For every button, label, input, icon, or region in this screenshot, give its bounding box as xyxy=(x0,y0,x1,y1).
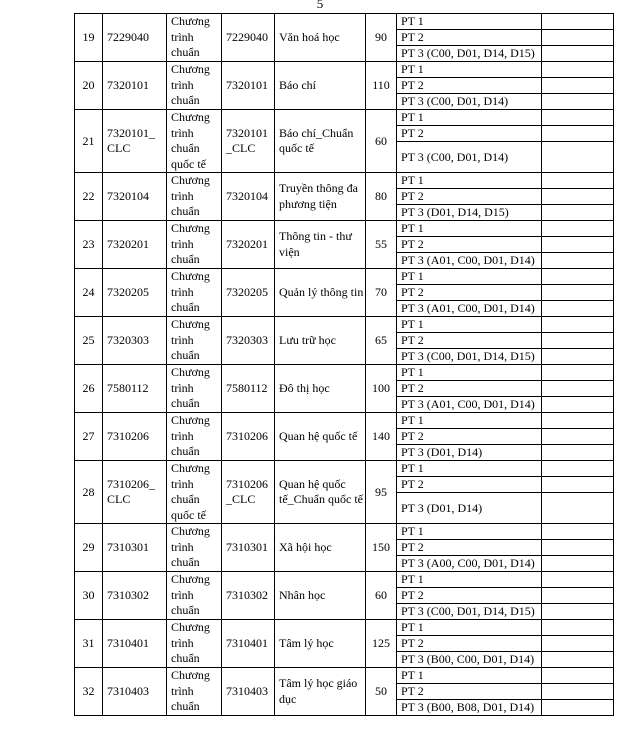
admission-code-line: 7310301 xyxy=(107,539,149,554)
notes-cell xyxy=(542,301,614,317)
admission-method: PT 1 xyxy=(397,221,542,237)
program-type-line: Chương xyxy=(171,524,210,539)
program-type-line: trình xyxy=(171,188,194,203)
program-type xyxy=(167,62,222,110)
table-row xyxy=(75,461,614,477)
notes-cell xyxy=(542,333,614,349)
major-code xyxy=(222,269,275,317)
program-type-line: chuẩn xyxy=(171,252,200,267)
admission-code xyxy=(103,365,167,413)
major-code-line: 7320104 xyxy=(226,188,268,203)
major-name-line: Truyền thông đa xyxy=(279,181,358,195)
program-type-line: trình xyxy=(171,635,194,650)
notes-cell xyxy=(542,652,614,668)
quota: 140 xyxy=(366,413,397,461)
major-name xyxy=(275,269,366,317)
admission-method: PT 2 xyxy=(397,30,542,46)
quota: 70 xyxy=(366,269,397,317)
program-type xyxy=(167,221,222,269)
row-number: 32 xyxy=(75,668,103,716)
admission-code xyxy=(103,269,167,317)
admission-code-line: 7320201 xyxy=(107,236,149,251)
admission-method: PT 3 (D01, D14) xyxy=(397,493,542,524)
program-type-line: chuẩn xyxy=(171,492,200,506)
major-code xyxy=(222,173,275,221)
admission-code xyxy=(103,110,167,173)
notes-cell xyxy=(542,365,614,381)
notes-cell xyxy=(542,668,614,684)
program-type-line: chuẩn xyxy=(171,204,200,219)
row-number: 24 xyxy=(75,269,103,317)
notes-cell xyxy=(542,46,614,62)
major-code-line: 7580112 xyxy=(226,380,268,395)
row-number: 26 xyxy=(75,365,103,413)
admission-code-line: 7320101 xyxy=(107,77,149,92)
quota: 125 xyxy=(366,620,397,668)
program-type-line: Chương xyxy=(171,668,210,683)
admission-method: PT 2 xyxy=(397,333,542,349)
program-type-line: quốc tế xyxy=(171,507,206,522)
row-number: 23 xyxy=(75,221,103,269)
admission-code xyxy=(103,668,167,716)
row-number: 29 xyxy=(75,524,103,572)
major-code xyxy=(222,524,275,572)
major-code-line: 7310401 xyxy=(226,635,268,650)
program-type-line: trình xyxy=(171,683,194,698)
major-name xyxy=(275,572,366,620)
admission-method: PT 3 (C00, D01, D14, D15) xyxy=(397,349,542,365)
admission-method: PT 3 (D01, D14) xyxy=(397,445,542,461)
quota: 150 xyxy=(366,524,397,572)
notes-cell xyxy=(542,62,614,78)
major-code-line: 7310301 xyxy=(226,539,268,554)
major-name xyxy=(275,365,366,413)
major-name-line: Thông tin - thư xyxy=(279,229,352,243)
admission-method: PT 3 (A01, C00, D01, D14) xyxy=(397,301,542,317)
admission-method: PT 1 xyxy=(397,269,542,285)
admission-code xyxy=(103,221,167,269)
notes-cell xyxy=(542,253,614,269)
admission-method: PT 3 (C00, D01, D14, D15) xyxy=(397,46,542,62)
admission-method: PT 3 (B00, C00, D01, D14) xyxy=(397,652,542,668)
program-type xyxy=(167,413,222,461)
admission-code-line: CLC xyxy=(107,141,131,155)
program-type xyxy=(167,620,222,668)
notes-cell xyxy=(542,540,614,556)
program-type-line: chuẩn xyxy=(171,699,200,714)
admission-method: PT 1 xyxy=(397,173,542,189)
major-code-line: 7320303 xyxy=(226,332,268,347)
admission-method: PT 1 xyxy=(397,14,542,30)
admission-code xyxy=(103,620,167,668)
major-code xyxy=(222,572,275,620)
program-type-line: Chương xyxy=(171,413,210,428)
major-code-line: _CLC xyxy=(226,492,256,506)
major-name-line: viện xyxy=(279,244,300,259)
admission-method: PT 3 (C00, D01, D14) xyxy=(397,94,542,110)
program-type xyxy=(167,269,222,317)
major-name-line: Báo chí_Chuẩn xyxy=(279,125,354,140)
admission-method: PT 3 (A01, C00, D01, D14) xyxy=(397,397,542,413)
major-name-line: Xã hội học xyxy=(279,539,332,554)
notes-cell xyxy=(542,604,614,620)
table-row xyxy=(75,365,614,381)
program-type-line: chuẩn xyxy=(171,396,200,411)
admission-method: PT 1 xyxy=(397,620,542,636)
notes-cell xyxy=(542,30,614,46)
program-type-line: trình xyxy=(171,125,194,140)
program-type-line: Chương xyxy=(171,365,210,380)
major-name xyxy=(275,524,366,572)
program-type-line: chuẩn xyxy=(171,348,200,363)
quota: 55 xyxy=(366,221,397,269)
table-row xyxy=(75,173,614,189)
table-row xyxy=(75,221,614,237)
major-code xyxy=(222,668,275,716)
notes-cell xyxy=(542,493,614,524)
major-name xyxy=(275,14,366,62)
admission-method: PT 3 (A00, C00, D01, D14) xyxy=(397,556,542,572)
program-type-line: chuẩn xyxy=(171,603,200,618)
admission-method: PT 2 xyxy=(397,636,542,652)
notes-cell xyxy=(542,700,614,716)
admission-method: PT 2 xyxy=(397,237,542,253)
major-name-line: Văn hoá học xyxy=(279,29,340,44)
major-name-line: Quản lý thông tin xyxy=(279,284,364,299)
admission-code-line: 7229040 xyxy=(107,29,149,44)
notes-cell xyxy=(542,429,614,445)
admission-code-line: 7320205 xyxy=(107,284,149,299)
notes-cell xyxy=(542,588,614,604)
program-type xyxy=(167,110,222,173)
admission-method: PT 3 (B00, B08, D01, D14) xyxy=(397,700,542,716)
admission-code-line: 7310401 xyxy=(107,635,149,650)
program-type xyxy=(167,572,222,620)
admission-code-line: 7310403 xyxy=(107,683,149,698)
admission-code xyxy=(103,317,167,365)
row-number: 20 xyxy=(75,62,103,110)
program-type-line: trình xyxy=(171,29,194,44)
program-type-line: trình xyxy=(171,380,194,395)
major-name-line: dục xyxy=(279,691,297,706)
admission-method: PT 3 (A01, C00, D01, D14) xyxy=(397,253,542,269)
program-type-line: Chương xyxy=(171,173,210,188)
notes-cell xyxy=(542,636,614,652)
major-code xyxy=(222,620,275,668)
admission-method: PT 2 xyxy=(397,189,542,205)
notes-cell xyxy=(542,572,614,588)
admission-method: PT 1 xyxy=(397,572,542,588)
admission-code-line: 7310206 xyxy=(107,428,149,443)
program-type xyxy=(167,524,222,572)
major-name-line: Báo chí xyxy=(279,77,316,92)
quota: 100 xyxy=(366,365,397,413)
program-type-line: Chương xyxy=(171,110,210,124)
admission-code xyxy=(103,413,167,461)
major-name-line: quốc tế xyxy=(279,141,314,155)
program-type-line: trình xyxy=(171,332,194,347)
notes-cell xyxy=(542,142,614,173)
admission-code xyxy=(103,461,167,524)
table-row xyxy=(75,317,614,333)
admission-method: PT 3 (C00, D01, D14) xyxy=(397,142,542,173)
major-code-line: _CLC xyxy=(226,141,256,155)
major-code xyxy=(222,461,275,524)
notes-cell xyxy=(542,397,614,413)
program-type-line: chuẩn xyxy=(171,555,200,570)
major-name xyxy=(275,620,366,668)
row-number: 22 xyxy=(75,173,103,221)
program-type-line: chuẩn xyxy=(171,651,200,666)
row-number: 25 xyxy=(75,317,103,365)
admission-method: PT 1 xyxy=(397,461,542,477)
admission-method: PT 2 xyxy=(397,78,542,94)
program-type xyxy=(167,461,222,524)
admission-method: PT 2 xyxy=(397,381,542,397)
notes-cell xyxy=(542,317,614,333)
notes-cell xyxy=(542,237,614,253)
admission-code xyxy=(103,14,167,62)
table-row xyxy=(75,269,614,285)
notes-cell xyxy=(542,189,614,205)
program-type xyxy=(167,317,222,365)
notes-cell xyxy=(542,349,614,365)
admission-method: PT 2 xyxy=(397,285,542,301)
major-code-line: 7320201 xyxy=(226,236,268,251)
major-code xyxy=(222,110,275,173)
program-type-line: Chương xyxy=(171,62,210,77)
major-name xyxy=(275,461,366,524)
notes-cell xyxy=(542,269,614,285)
program-type-line: Chương xyxy=(171,221,210,236)
major-name-line: Đô thị học xyxy=(279,380,330,395)
admission-table xyxy=(74,13,614,716)
table-row xyxy=(75,413,614,429)
notes-cell xyxy=(542,477,614,493)
admission-method: PT 1 xyxy=(397,524,542,540)
notes-cell xyxy=(542,78,614,94)
notes-cell xyxy=(542,205,614,221)
program-type-line: trình xyxy=(171,539,194,554)
notes-cell xyxy=(542,684,614,700)
program-type-line: trình xyxy=(171,77,194,92)
admission-method: PT 2 xyxy=(397,126,542,142)
table-row xyxy=(75,524,614,540)
notes-cell xyxy=(542,285,614,301)
program-type-line: quốc tế xyxy=(171,156,206,171)
admission-method: PT 1 xyxy=(397,317,542,333)
major-code xyxy=(222,62,275,110)
program-type-line: chuẩn xyxy=(171,141,200,155)
table-row xyxy=(75,110,614,126)
table-row xyxy=(75,14,614,30)
admission-code-line: 7310206_ xyxy=(107,476,155,491)
notes-cell xyxy=(542,461,614,477)
admission-code-line: 7320101_ xyxy=(107,125,155,140)
admission-code-line: 7320303 xyxy=(107,332,149,347)
notes-cell xyxy=(542,413,614,429)
quota: 50 xyxy=(366,668,397,716)
notes-cell xyxy=(542,94,614,110)
admission-code-line: 7580112 xyxy=(107,380,149,395)
admission-method: PT 2 xyxy=(397,477,542,493)
table-row xyxy=(75,668,614,684)
row-number: 19 xyxy=(75,14,103,62)
program-type-line: Chương xyxy=(171,620,210,635)
program-type-line: trình xyxy=(171,476,194,491)
major-name-line: Nhân học xyxy=(279,587,326,602)
major-name xyxy=(275,221,366,269)
page-number: 5 xyxy=(316,0,324,11)
admission-code xyxy=(103,572,167,620)
major-code-line: 7310206 xyxy=(226,428,268,443)
admission-method: PT 1 xyxy=(397,62,542,78)
quota: 65 xyxy=(366,317,397,365)
admission-method: PT 2 xyxy=(397,684,542,700)
program-type-line: Chương xyxy=(171,572,210,587)
program-type-line: Chương xyxy=(171,461,210,475)
notes-cell xyxy=(542,524,614,540)
major-name xyxy=(275,668,366,716)
admission-code-line: 7310302 xyxy=(107,587,149,602)
major-name-line: Lưu trữ học xyxy=(279,332,336,347)
program-type-line: Chương xyxy=(171,317,210,332)
major-code xyxy=(222,413,275,461)
major-code-line: 7310302 xyxy=(226,587,268,602)
row-number: 28 xyxy=(75,461,103,524)
notes-cell xyxy=(542,620,614,636)
program-type-line: Chương xyxy=(171,269,210,284)
row-number: 31 xyxy=(75,620,103,668)
program-type xyxy=(167,14,222,62)
major-code-line: 7229040 xyxy=(226,29,268,44)
notes-cell xyxy=(542,126,614,142)
admission-method: PT 3 (C00, D01, D14, D15) xyxy=(397,604,542,620)
notes-cell xyxy=(542,173,614,189)
major-code-line: 7320205 xyxy=(226,284,268,299)
major-name xyxy=(275,62,366,110)
major-code-line: 7310403 xyxy=(226,683,268,698)
program-type-line: Chương xyxy=(171,14,210,29)
major-name-line: tế_Chuẩn quốc tế xyxy=(279,492,363,506)
program-type-line: trình xyxy=(171,587,194,602)
major-name xyxy=(275,173,366,221)
quota: 80 xyxy=(366,173,397,221)
admission-code xyxy=(103,524,167,572)
notes-cell xyxy=(542,221,614,237)
major-code xyxy=(222,221,275,269)
admission-method: PT 2 xyxy=(397,588,542,604)
major-code xyxy=(222,14,275,62)
major-name-line: phương tiện xyxy=(279,196,337,211)
major-code xyxy=(222,317,275,365)
major-name-line: Quan hệ quốc xyxy=(279,476,346,491)
row-number: 27 xyxy=(75,413,103,461)
program-type-line: trình xyxy=(171,284,194,299)
admission-code-line: 7320104 xyxy=(107,188,149,203)
major-name xyxy=(275,413,366,461)
program-type-line: trình xyxy=(171,236,194,251)
major-name xyxy=(275,317,366,365)
admission-code-line: CLC xyxy=(107,492,131,506)
quota: 60 xyxy=(366,572,397,620)
admission-method: PT 1 xyxy=(397,110,542,126)
notes-cell xyxy=(542,14,614,30)
notes-cell xyxy=(542,556,614,572)
admission-method: PT 2 xyxy=(397,429,542,445)
admission-method: PT 1 xyxy=(397,413,542,429)
major-code-line: 7320101 xyxy=(226,125,268,140)
program-type-line: trình xyxy=(171,428,194,443)
program-type xyxy=(167,365,222,413)
notes-cell xyxy=(542,445,614,461)
table-row xyxy=(75,62,614,78)
admission-method: PT 1 xyxy=(397,668,542,684)
quota: 60 xyxy=(366,110,397,173)
table-row xyxy=(75,572,614,588)
program-type xyxy=(167,173,222,221)
notes-cell xyxy=(542,381,614,397)
row-number: 21 xyxy=(75,110,103,173)
notes-cell xyxy=(542,110,614,126)
admission-method: PT 1 xyxy=(397,365,542,381)
program-type-line: chuẩn xyxy=(171,300,200,315)
major-name xyxy=(275,110,366,173)
admission-code xyxy=(103,62,167,110)
major-name-line: Tâm lý học giáo xyxy=(279,676,358,690)
quota: 95 xyxy=(366,461,397,524)
program-type xyxy=(167,668,222,716)
major-code xyxy=(222,365,275,413)
program-type-line: chuẩn xyxy=(171,444,200,459)
program-type-line: chuẩn xyxy=(171,93,200,108)
table-row xyxy=(75,620,614,636)
admission-code xyxy=(103,173,167,221)
major-code-line: 7320101 xyxy=(226,77,268,92)
row-number: 30 xyxy=(75,572,103,620)
major-name-line: Tâm lý học xyxy=(279,635,334,650)
major-code-line: 7310206 xyxy=(226,476,268,491)
program-type-line: chuẩn xyxy=(171,45,200,60)
admission-method: PT 2 xyxy=(397,540,542,556)
quota: 110 xyxy=(366,62,397,110)
major-name-line: Quan hệ quốc tế xyxy=(279,428,358,443)
admission-method: PT 3 (D01, D14, D15) xyxy=(397,205,542,221)
quota: 90 xyxy=(366,14,397,62)
